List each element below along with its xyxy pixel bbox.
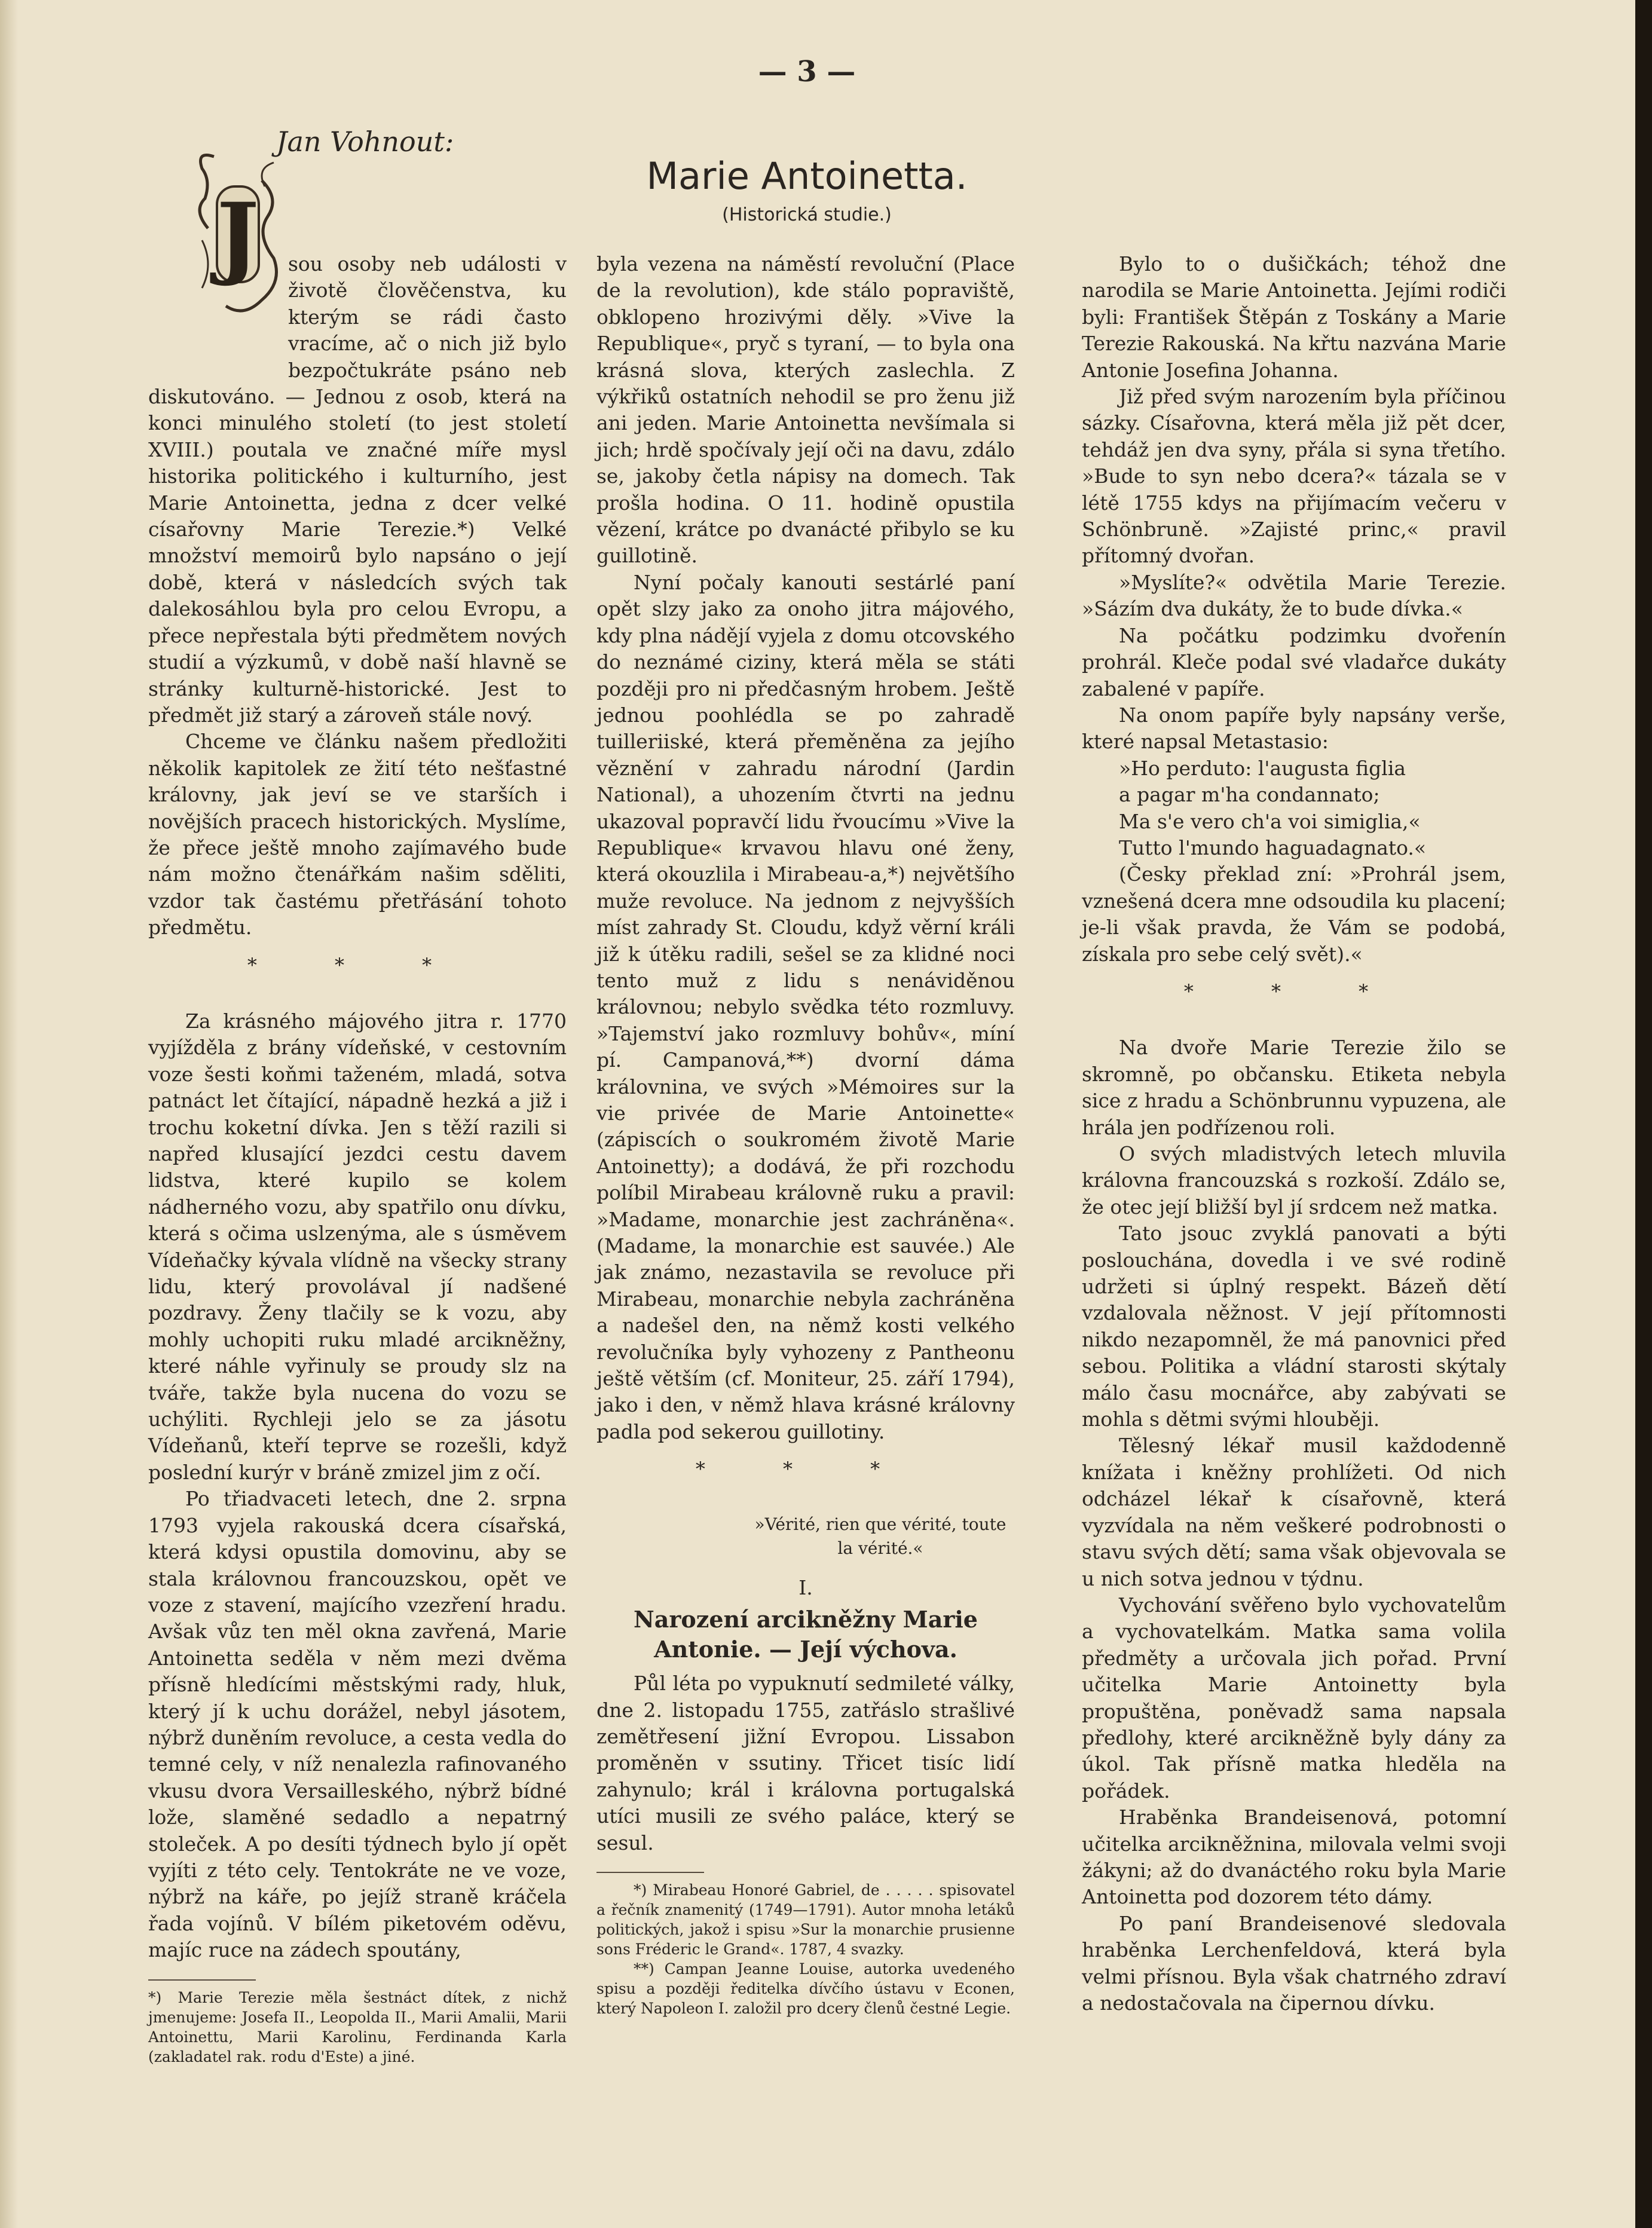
paragraph: »Myslíte?« odvětila Marie Terezie. »Sázím dva dukáty, že to bude dívka.« [1082,570,1506,621]
author-byline: Jan Vohnout: [276,126,454,158]
paragraph: Na dvoře Marie Terezie žilo se skromně, po občansku. Etiketa nebyla sice z hradu a Schönbrunnu vypuzena, ale hrála jen podřízenou roli. [1082,1036,1506,1139]
paragraph: Po paní Brandeisenové sledovala hraběnka Lerchenfeldová, která byla velmi přísnou. Byla však chatrného zdraví a nedostačovala na čipernou dívku. [1082,1911,1506,2015]
footnote: *) Marie Terezie měla šestnáct dítek, z nichž jmenujeme: Josefa II., Leopolda II., Marii Amalii, Marii Antoinettu, Marii Karolinu, Ferdinanda Karla (zakladatel rak. rodu d'Este) a jiné. [148,1988,567,2065]
page-gutter-shadow [0,0,18,2228]
footnote: *) Mirabeau Honoré Gabriel, de . . . . . spisovatel a řečník znamenitý (1749—1791). Autor mnoha letáků politických, jakož i spisu »Sur la monarchie prusienne sons Fréderic le Grand«. 1787, 4 svazky. [596,1881,1015,1958]
paragraph: Vychování svěřeno bylo vychovatelům a vychovatelkám. Matka sama volila předměty a určovala jich pořad. První učitelka Marie Antoinetty byla propuštěna, poněvadž sama napsala předlohy, které arcikněžně byly dány za úkol. Tak přísně matka hleděla na pořádek. [1082,1593,1506,1802]
paragraph: Na onom papíře byly napsány verše, které napsal Metastasio: [1082,703,1506,754]
epigraph: »Vérité, rien que vérité, toute la vérité.« [754,1514,1007,1558]
section-divider-stars: * * * [695,1458,916,1481]
paragraph: Nyní počaly kanouti sestárlé paní opět slzy jako za onoho jitra májového, kdy plna nádějí vyjela z domu otcovského do neznámé ciziny, která měla se státi později pro ni předčasným hrobem. Ještě jednou poohlédla se po zahradě tuilleriiské, která přeměněna za jejího věznění v zahradu národní (Jardin National), a uhozením čtvrti na jednu ukazoval popravčí lidu řvoucímu »Vive la Republique« krvavou hlavu oné ženy, která okouzlila i Mirabeau-a,*) největšího muže revoluce. Na jednom z nejvyšších míst zahrady St. Cloudu, když věrní králi již k útěku radili, sešel se za klidné noci tento muž z lidu s nenáviděnou královnou; nebylo svědka této rozmluvy. »Tajemství jako rozmluvy bohův«, míní pí. Campanová,**) dvorní dáma královnina, ve svých »Mémoires sur la vie privée de Marie Antoinette« (zápiscích o soukromém životě Marie Antoinetty); a dodává, že při rozchodu políbil Mirabeau královně ruku a pravil: »Madame, monarchie jest zachráněna«. (Madame, la monarchie est sauvée.) Ale jak známo, nezastavila se revoluce při Mirabeau, monarchie nebyla zachráněna a nadešel den, na němž kosti velkého revolučníka byly vyhozeny z Pantheonu ještě větším (cf. Moniteur, 25. září 1794), jako i den, v němž hlava krásné královny padla pod sekerou guillotiny. [596,570,1015,1443]
footnote-rule [148,1979,256,1981]
paragraph: Chceme ve článku našem předložiti několik kapitolek ze žití této nešťastné královny, jak jeví se ve starších i novějších pracech historických. Myslíme, že přece ještě mnoho zajímavého bude nám možno čtenářkám našim sděliti, vzdor tak častému přetřásání tohoto předmětu. [148,730,567,939]
paragraph-text: sou osoby neb události v životě člověčenstva, ku kterým se rádi často vracíme, ač o nich již bylo bezpočtukráte psáno neb diskutováno. — Jednou z osob, která na konci minulého století (to jest století XVIII.) poutala ve značné míře mysl historika politického i kulturního, jest Marie Antoinetta, jedna z dcer velké císařovny Marie Terezie.*) Velké množství memoirů bylo napsáno o její době, která v následcích svých tak dalekosáhlou byla pro celou Evropu, a přece nepřestala býti předmětem nových studií a výzkumů, v době naší hlavně se stránky kulturně-historické. Jest to předmět již starý a zároveň stále nový. [148,252,567,727]
page-edge [1635,0,1652,2228]
paragraph: Hraběnka Brandeisenová, potomní učitelka arcikněžnina, milovala velmi svoji žákyni; až do dvanáctého roku byla Marie Antoinetta pod dozorem této dámy. [1082,1805,1506,1909]
article-title: Marie Antoinetta. [646,154,968,198]
article-subtitle: (Historická studie.) [722,204,892,225]
verse-line: Ma s'e vero ch'a voi simiglia,« [1119,809,1421,833]
paragraph: (Česky překlad zní: »Prohrál jsem, vznešená dcera mne odsoudila ku placení; je-li však pravda, že Vám se podobá, získala pro sebe celý svět).« [1082,862,1506,966]
paragraph: Tato jsouc zvyklá panovati a býti poslouchána, dovedla i ve své rodině udržeti si úplný respekt. Bázeň dětí vzdalovala něžnost. V její přítomnosti nikdo nezapomněl, že má panovnici před sebou. Politika a vládní starosti skýtaly málo času mocnářce, aby zabývati se mohla s dětmi svými hlouběji. [1082,1222,1506,1431]
page-number: — 3 — [758,55,856,88]
paragraph: Tělesný lékař musil každodenně knížata i kněžny prohlížeti. Od nich odcházel lékař k císařovně, která vyzvídala na něm veškeré podrobnosti o stavu svých dětí; sama však objevovala se u nich sotva jednou v týdnu. [1082,1434,1506,1590]
footnote-rule [596,1872,704,1873]
paragraph: Na počátku podzimku dvořenín prohrál. Kleče podal své vladařce dukáty zabalené v papíře. [1082,623,1506,700]
paragraph: Za krásného májového jitra r. 1770 vyjížděla z brány vídeňské, v cestovním voze šesti koňmi taženém, mladá, sotva patnáct let čítající, nápadně hezká a již i trochu koketní dívka. Jen s těží razili si napřed klusající jezdci cestu davem lidstva, které kupilo se kolem nádherného vozu, aby spatřilo onu dívku, která s očima uslzenýma, ale s úsměvem Vídeňačky kývala vlídně na všecky strany lidu, který provolával jí nadšené pozdravy. Ženy tlačily se k vozu, aby mohly uchopiti ruku mladé arcikněžny, které náhle vyřinuly se proudy slz na tváře, takže byla nucena do vozu se uchýliti. Rychleji jelo se za jásotu Vídeňanů, kteří teprve se rozešli, když poslední kurýr v bráně zmizel jim z očí. [148,1009,567,1484]
paragraph: byla vezena na náměstí revoluční (Place de la revolution), kde stálo popraviště, obklopeno hrozivými děly. »Vive la Republique«, pryč s tyraní, — to byla ona krásná slova, kterých zaslechla. Z výkřiků ostatních nehodil se pro ženu již ani jeden. Marie Antoinetta nevšímala si jich; hrdě spočívaly její oči na davu, zdálo se, jakoby četla nápisy na domech. Tak prošla hodina. O 11. hodině opustila vězení, krátce po dvanácté přibylo se ku guillotině. [596,252,1015,568]
paragraph: Již před svým narozením byla příčinou sázky. Císařovna, která měla již pět dcer, tehdáž jen dva syny, přála si syna třetího. »Bude to syn nebo dcera?« tázala se v létě 1755 kdys na přijímacím večeru v Schönbruně. »Zajisté princ,« pravil přítomný dvořan. [1082,385,1506,568]
drop-cap-letter: J [216,183,259,289]
column-1 [148,251,567,2067]
paragraph: Po třiadvaceti letech, dne 2. srpna 1793 vyjela rakouská dcera císařská, která kdysi opustila domovinu, aby se stala královnou francouzskou, opět ve voze z stavení, majícího vzezření hradu. Avšak vůz ten měl okna zavřená, Marie Antoinetta seděla v něm mezi dvěma přísně hledícími městskými rady, hluk, který jí k uchu dorážel, nebyl jásotem, nýbrž duněním revoluce, a cesta vedla do temné cely, v níž nenalezla rafinovaného vkusu dvora Versailleského, nýbrž bídné lože, slaměné sedadlo a nepatrný stoleček. A po desíti týdnech bylo jí opět vyjíti z této cely. Tentokráte ne ve voze, nýbrž na káře, po jejíž straně kráčela řada vojínů. V bílém piketovém oděvu, majíc ruce na zádech spoutány, [148,1487,567,1962]
section-divider-stars: * * * [247,953,468,977]
paragraph: Půl léta po vypuknutí sedmileté války, dne 2. listopadu 1755, zatřáslo strašlivé zemětřesení jižní Evropou. Lissabon proměněn v ssutiny. Třicet tisíc lidí zahynulo; král i královna portugalská utíci musili ze svého paláce, který se sesul. [596,1672,1015,1854]
column-3 [1082,251,1506,2016]
verse-line: »Ho perduto: l'augusta figlia [1119,756,1406,780]
section-divider-stars: * * * [1183,980,1405,1003]
footnote: **) Campan Jeanne Louise, autorka uvedeného spisu a později ředitelka dívčího ústavu v Econen, který Napoleon I. založil pro dcery členů čestné Legie. [596,1960,1015,2017]
drop-cap-space [148,239,288,382]
paragraph: O svých mladistvých letech mluvila královna francouzská s rozkoší. Zdálo se, že otec její bližší byl jí srdcem než matka. [1082,1142,1506,1219]
section-heading: Narození arcikněžny Marie Antonie. — Její výchova. [634,1606,978,1663]
section-number: I. [799,1575,813,1599]
paragraph: Bylo to o dušičkách; téhož dne narodila se Marie Antoinetta. Jejími rodiči byli: František Štěpán z Toskány a Marie Terezie Rakouská. Na křtu nazvána Marie Antonie Josefina Johanna. [1082,252,1506,382]
paragraph [148,251,567,729]
column-2 [596,251,1015,2018]
verse-line: Tutto l'mundo haguadagnato.« [1119,836,1427,859]
verse-line: a pagar m'ha condannato; [1119,783,1380,807]
